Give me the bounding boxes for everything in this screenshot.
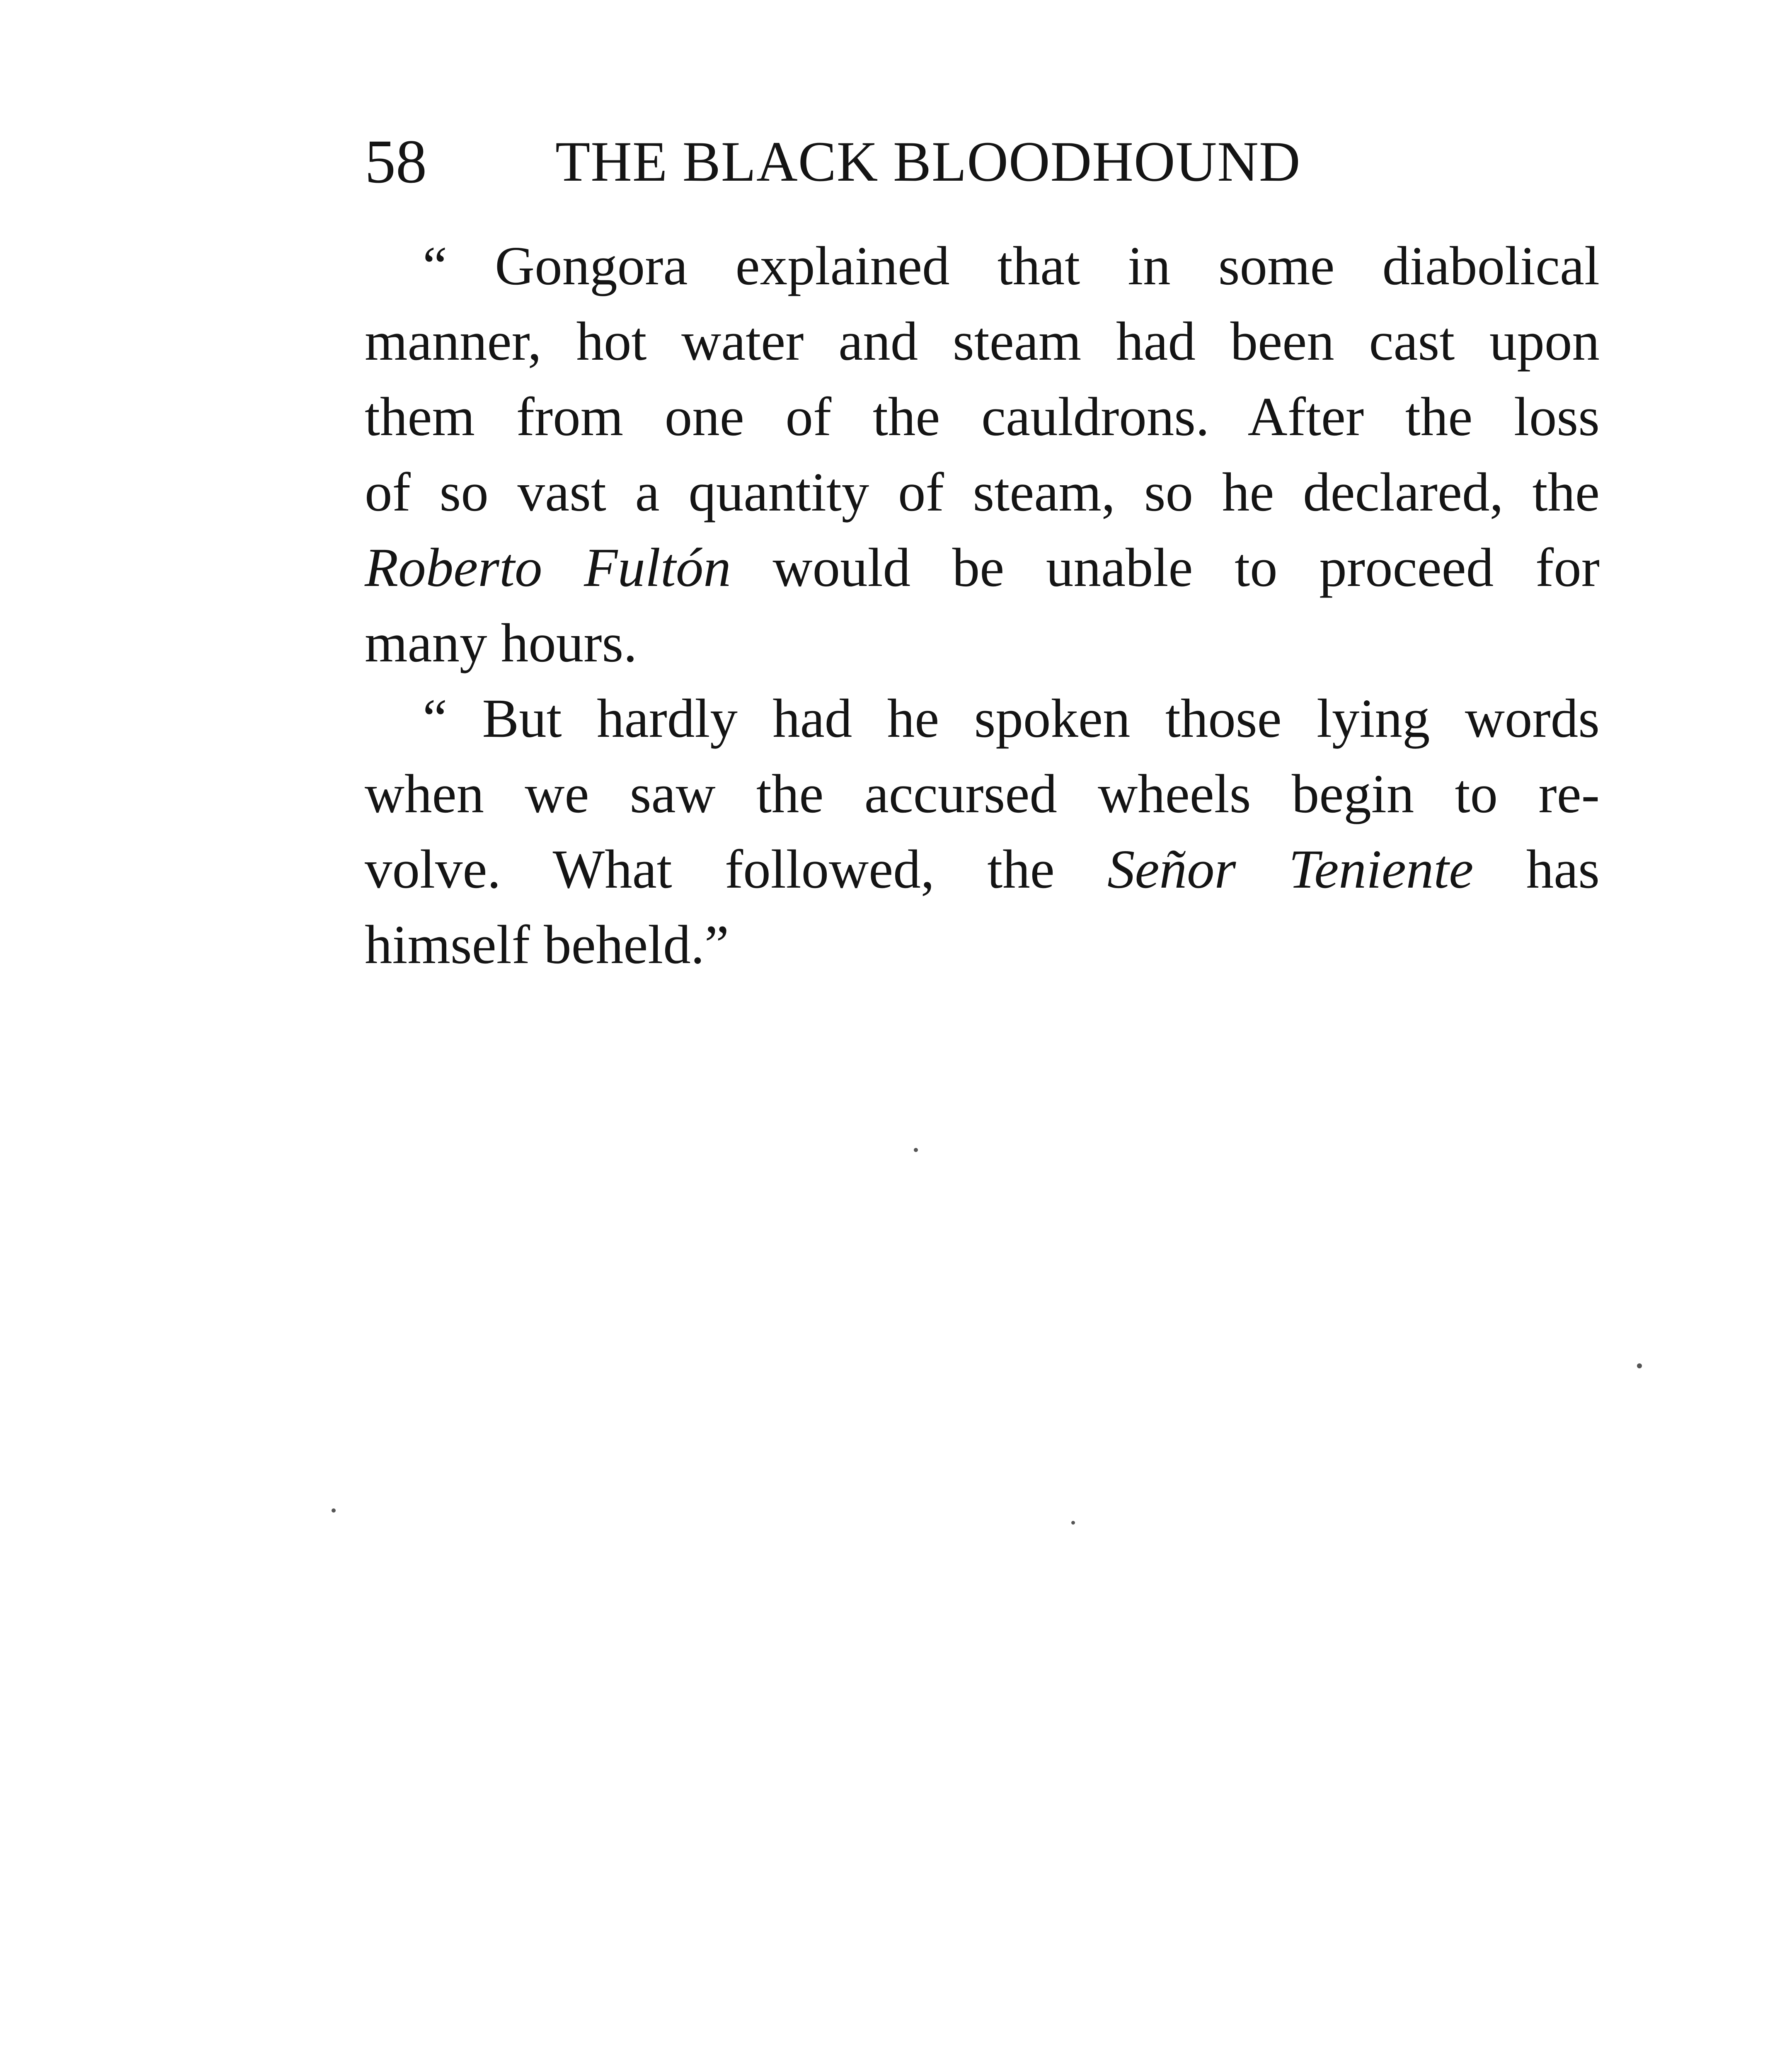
text-line: many hours. [365,612,637,673]
body-text [365,228,1600,982]
text-segment: volve. What followed, the [365,838,1108,900]
ship-name: Roberto Fultón [365,537,731,598]
text-line: when we saw the accursed wheels begin to re- [365,763,1600,824]
scan-speck [1637,1363,1642,1368]
text-line: them from one of the cauldrons. After the loss [365,386,1600,447]
paragraph [365,228,1600,680]
page-number: 58 [365,127,427,196]
page-header [365,124,1600,199]
text-segment: would be unable to proceed for [731,537,1600,598]
text-line: himself beheld.” [365,914,729,975]
text-line: “ Gongora explained that in some diabolical [423,235,1600,296]
scan-speck [332,1508,336,1513]
scan-speck [914,1148,918,1152]
text-line [365,530,1600,605]
running-title: THE BLACK BLOODHOUND [555,130,1301,193]
text-line: “ But hardly had he spoken those lying words [423,687,1600,749]
text-segment: has [1473,838,1600,900]
title-phrase: Señor Teniente [1107,838,1474,900]
text-line: of so vast a quantity of steam, so he declared, the [365,461,1600,523]
text-line [365,831,1600,907]
text-line: manner, hot water and steam had been cast upon [365,310,1600,372]
scan-speck [1071,1521,1075,1525]
paragraph [365,680,1600,982]
